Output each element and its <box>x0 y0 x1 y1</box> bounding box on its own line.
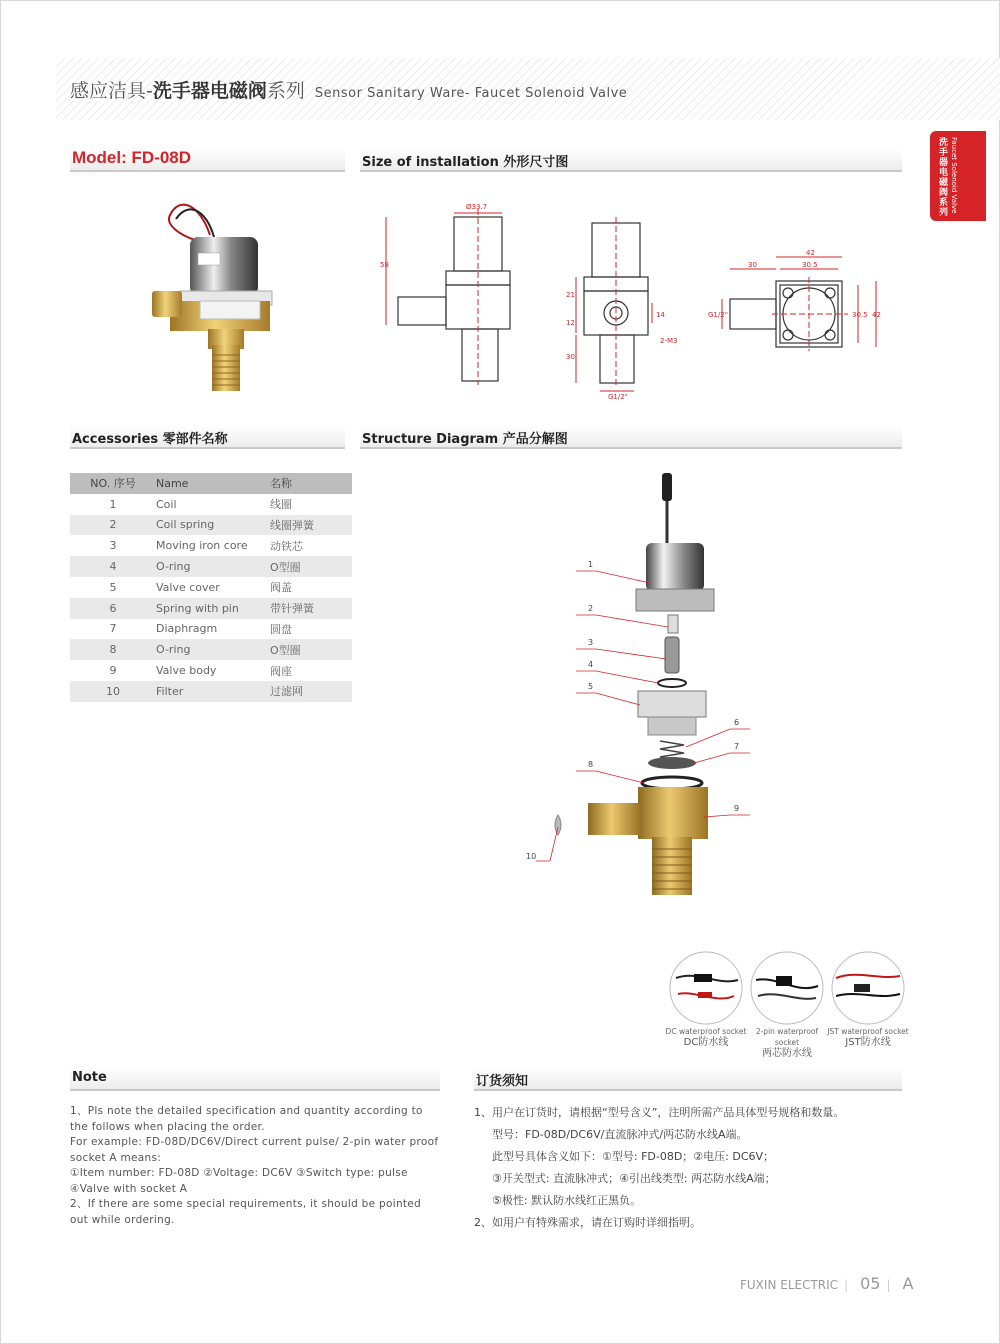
row-no: 10 <box>70 681 156 702</box>
note-line: 2、If there are some special requirements, it should be pointed out while ordering. <box>70 1198 422 1226</box>
table-row <box>70 577 352 598</box>
accessories-title: Accessories 零部件名称 <box>72 432 228 447</box>
footer-brand: FUXIN ELECTRIC <box>740 1278 839 1292</box>
exploded-diagram <box>500 465 760 905</box>
socket-2pin <box>746 1026 828 1059</box>
dim-42-top: 42 <box>806 249 815 257</box>
title-cn-light: 感应洁具- <box>70 80 153 102</box>
callout-9: 9 <box>734 804 740 813</box>
row-no: 5 <box>109 580 117 594</box>
row-name: Coil <box>156 497 177 511</box>
table-row <box>70 598 352 619</box>
callout-10: 10 <box>526 852 537 861</box>
row-cn: O型圈 <box>270 639 352 660</box>
side-tab <box>930 131 986 221</box>
footer: FUXIN ELECTRIC | 05 | A <box>740 1274 914 1293</box>
row-cn: 带针弹簧 <box>270 598 352 619</box>
row-no: 9 <box>109 664 117 678</box>
row-cn: 动铁芯 <box>270 539 303 553</box>
dim-305-right: 30.5 <box>852 311 868 319</box>
row-cn: 线圈弹簧 <box>270 515 352 536</box>
dim-12: 12 <box>566 319 575 327</box>
row-no: 7 <box>109 622 117 636</box>
table-row <box>70 494 352 515</box>
row-cn: 过滤网 <box>270 681 352 702</box>
page-title <box>70 76 627 103</box>
row-name: Coil spring <box>156 515 270 536</box>
row-cn: 阀座 <box>270 664 292 678</box>
dim-30-top: 30 <box>748 261 757 269</box>
accessories-header <box>70 425 345 449</box>
socket-jst-en: JST waterproof socket <box>827 1027 909 1036</box>
socket-dc-cn: DC防水线 <box>683 1037 729 1048</box>
row-cn: 线圈 <box>270 498 292 512</box>
note-line: ①Item number: FD-08D ②Voltage: DC6V ③Switch type: pulse <box>70 1167 408 1179</box>
size-title: Size of installation 外形尺寸图 <box>362 155 569 170</box>
dim-305-top: 30.5 <box>802 261 818 269</box>
header-no: NO. 序号 <box>70 473 156 494</box>
model-label: Model: FD-08D <box>72 148 191 167</box>
dim-14: 14 <box>656 311 665 319</box>
row-name: Filter <box>156 681 270 702</box>
callout-4: 4 <box>588 660 594 669</box>
callout-7: 7 <box>734 742 740 751</box>
row-name: Valve cover <box>156 580 220 594</box>
table-header-row <box>70 473 352 494</box>
order-header <box>474 1067 902 1091</box>
row-no: 8 <box>70 639 156 660</box>
dim-30: 30 <box>566 353 575 361</box>
title-cn-end: 系列 <box>266 80 305 102</box>
socket-2pin-en: 2-pin waterproof socket <box>755 1027 819 1047</box>
socket-2pin-cn: 两芯防水线 <box>762 1048 812 1059</box>
order-line: 型号：FD-08D/DC6V/直流脉冲式/两芯防水线A端。 <box>492 1128 748 1141</box>
side-tab-cn: 洗手器电磁阀系列 <box>937 137 947 217</box>
order-title: 订货须知 <box>476 1074 529 1089</box>
table-row <box>70 535 352 556</box>
title-en: Sensor Sanitary Ware- Faucet Solenoid Valve <box>314 86 628 101</box>
order-line: 1、用户在订货时，请根据“型号含义”，注明所需产品具体型号规格和数量。 <box>474 1106 845 1119</box>
accessories-table <box>70 473 352 702</box>
socket-jst-cn: JST防水线 <box>845 1037 891 1048</box>
note-title: Note <box>72 1070 107 1085</box>
table-row <box>70 515 352 536</box>
row-no: 6 <box>70 598 156 619</box>
callout-8: 8 <box>588 760 594 769</box>
dim-diameter: Ø33.7 <box>466 203 488 211</box>
socket-images <box>668 950 908 1026</box>
row-no: 1 <box>109 497 117 511</box>
dim-21: 21 <box>566 291 575 299</box>
callout-6: 6 <box>734 718 740 727</box>
row-cn: O型圈 <box>270 556 352 577</box>
footer-page: 05 <box>860 1274 881 1293</box>
callout-3: 3 <box>588 638 594 647</box>
header-name: Name <box>156 473 270 494</box>
dim-42-right: 42 <box>872 311 881 319</box>
note-header <box>70 1067 440 1091</box>
structure-header <box>360 425 902 449</box>
table-row <box>70 681 352 702</box>
size-header <box>360 148 902 172</box>
socket-dc-en: DC waterproof socket <box>665 1027 747 1036</box>
note-line: ④Valve with socket A <box>70 1182 188 1195</box>
row-cn: 阀盖 <box>270 581 292 595</box>
order-line: ⑤极性: 默认防水线红正黑负。 <box>492 1194 642 1207</box>
note-line: 1、Pls note the detailed specification and quantity according to the follows when placing the order. <box>70 1105 423 1133</box>
row-name: Diaphragm <box>156 622 218 636</box>
socket-dc <box>665 1026 747 1048</box>
note-line: For example: FD-08D/DC6V/Direct current pulse/ 2-pin water proof socket A means: <box>70 1136 439 1164</box>
dim-g12-front: G1/2" <box>608 393 628 401</box>
table-row <box>70 660 352 681</box>
order-line: 2、如用户有特殊需求，请在订购时详细指明。 <box>474 1216 701 1229</box>
header-cn: 名称 <box>270 473 352 494</box>
socket-jst <box>827 1026 909 1048</box>
row-name: Spring with pin <box>156 598 270 619</box>
row-name: O-ring <box>156 556 270 577</box>
footer-section: A <box>902 1274 914 1293</box>
dim-g12-top: G1/2" <box>708 311 728 319</box>
table-row <box>70 639 352 660</box>
callout-2: 2 <box>588 604 594 613</box>
row-no: 2 <box>70 515 156 536</box>
dim-height: 58 <box>380 261 389 269</box>
callout-1: 1 <box>588 560 594 569</box>
row-no: 4 <box>70 556 156 577</box>
order-line: 此型号具体含义如下：①型号: FD-08D；②电压: DC6V； <box>492 1150 775 1163</box>
side-tab-en: Faucet Solenoid Valve <box>950 137 958 214</box>
order-line: ③开关型式: 直流脉冲式；④引出线类型: 两芯防水线A端； <box>492 1172 776 1185</box>
table-row <box>70 556 352 577</box>
row-name: Valve body <box>156 664 217 678</box>
row-no: 3 <box>109 539 117 553</box>
row-cn: 圆盘 <box>270 622 292 636</box>
row-name: O-ring <box>156 639 270 660</box>
product-photo <box>140 195 290 395</box>
table-row <box>70 619 352 640</box>
title-cn-bold: 洗手器电磁阀 <box>152 80 267 102</box>
dimension-drawings <box>362 195 902 405</box>
structure-title: Structure Diagram 产品分解图 <box>362 432 568 447</box>
callout-5: 5 <box>588 682 594 691</box>
note-body <box>70 1104 440 1228</box>
row-name: Moving iron core <box>156 539 248 553</box>
dim-2m3: 2-M3 <box>660 337 678 345</box>
order-body <box>474 1102 914 1234</box>
model-header <box>70 148 345 172</box>
